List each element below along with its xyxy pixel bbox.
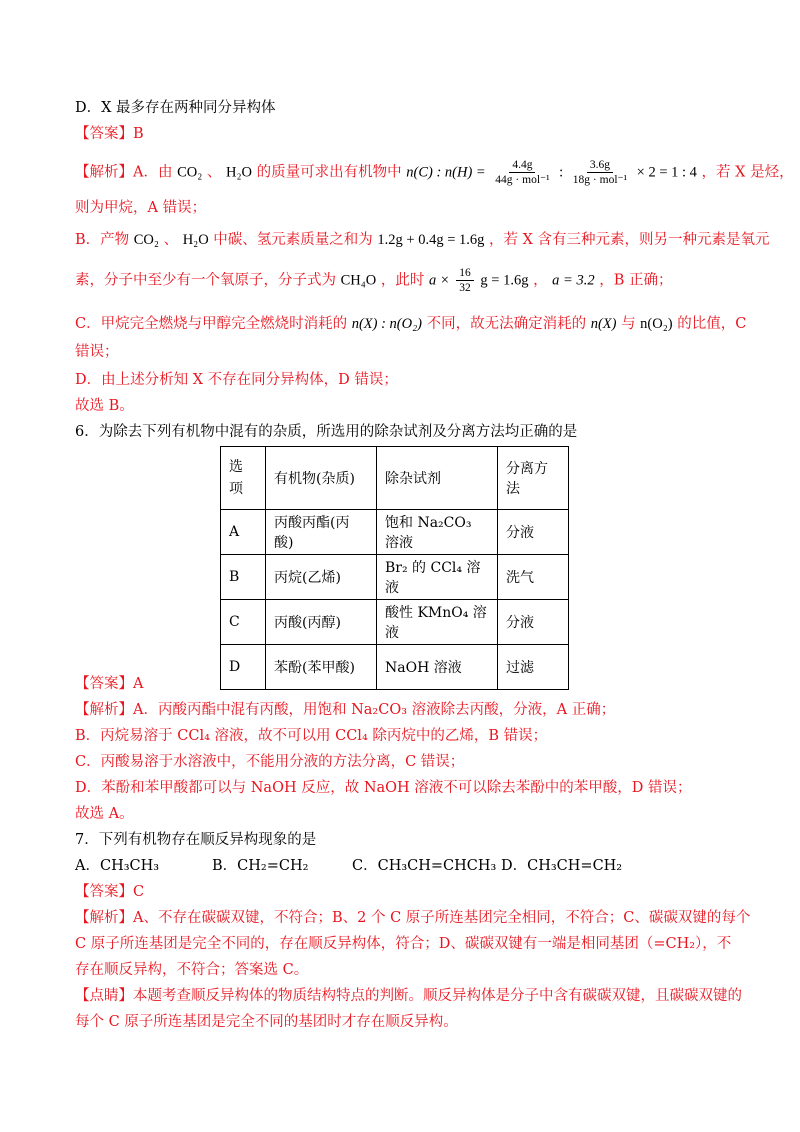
explanation-lead: 【解析】A．由 bbox=[75, 164, 173, 181]
explanation-q7-line3: 存在顺反异构，不符合；答案选 C。 bbox=[75, 962, 309, 978]
nx: n(X) bbox=[590, 316, 617, 332]
cell-compound: 丙烷(乙烯) bbox=[266, 555, 377, 600]
question-6-stem: 6．为除去下列有机物中混有的杂质，所选用的除杂试剂及分离方法均正确的是 bbox=[75, 424, 578, 440]
note-q7-line1: 【点睛】本题考查顺反异构体的物质结构特点的判断。顺反异构体是分子中含有碳碳双键，且碳碳双键的 bbox=[75, 988, 742, 1004]
ratio-lhs: n(C) : n(H) = bbox=[406, 164, 486, 181]
explanation-a-line bbox=[75, 158, 794, 187]
explanation-text: ，B 正确； bbox=[599, 272, 673, 289]
separator: 、 bbox=[206, 164, 222, 181]
table-row bbox=[221, 555, 569, 600]
explanation-text: ，若 X 是烃， bbox=[701, 164, 794, 181]
explanation-q7-line2: C 原子所连基团是完全不同的，存在顺反异构体，符合；D、碳碳双键有一端是相同基团（=CH₂），不 bbox=[75, 936, 732, 952]
table-row bbox=[221, 510, 569, 555]
fraction-hydrogen bbox=[570, 158, 630, 187]
explanation-text: 的比值，C bbox=[677, 316, 747, 332]
explanation-b-line bbox=[75, 228, 770, 252]
formula-co2: CO₂ bbox=[177, 164, 203, 181]
explanation-text: 不同，故无法确定消耗的 bbox=[426, 316, 587, 332]
cell-reagent: Br₂ 的 CCl₄ 溶液 bbox=[377, 555, 498, 600]
option-b: B．CH₂=CH₂ bbox=[212, 858, 309, 874]
explanation-a-line2: 则为甲烷，A 错误； bbox=[75, 200, 207, 216]
cell-method: 洗气 bbox=[498, 555, 569, 600]
formula-co2: CO₂ bbox=[133, 232, 159, 248]
conclusion-q5: 故选 B。 bbox=[75, 398, 134, 414]
option-d: D．X 最多存在两种同分异构体 bbox=[75, 100, 276, 116]
note-q7-line2: 每个 C 原子所连基团是完全不同的基团时才存在顺反异构。 bbox=[75, 1014, 458, 1030]
formula-h2o: H₂O bbox=[226, 164, 253, 181]
explanation-q7-line1: 【解析】A、不存在碳碳双键，不符合；B、2 个 C 原子所连基团完全相同，不符合；C、碳碳双键的每个 bbox=[75, 910, 751, 926]
conclusion-q6: 故选 A。 bbox=[75, 806, 134, 822]
ratio-rhs: × 2 = 1 : 4 bbox=[636, 164, 697, 181]
reagent-table bbox=[220, 446, 569, 690]
connector: 与 bbox=[621, 316, 636, 332]
cell-reagent: NaOH 溶液 bbox=[377, 645, 498, 690]
header-reagent: 除杂试剂 bbox=[377, 447, 498, 510]
no2: n(O₂) bbox=[640, 316, 673, 332]
explanation-lead: B．产物 bbox=[75, 232, 130, 248]
cell-compound: 丙酸(丙醇) bbox=[266, 600, 377, 645]
answer-q7: 【答案】C bbox=[75, 884, 145, 900]
header-compound: 有机物(杂质) bbox=[266, 447, 377, 510]
explanation-q6-a: 【解析】A．丙酸丙酯中混有丙酸，用饱和 Na₂CO₃ 溶液除去丙酸，分液，A 正确； bbox=[75, 702, 616, 718]
explanation-d-line: D．由上述分析知 X 不存在同分异构体，D 错误； bbox=[75, 372, 398, 388]
explanation-text: 中碳、氢元素质量之和为 bbox=[213, 232, 373, 248]
explanation-q6-b: B．丙烷易溶于 CCl₄ 溶液，故不可以用 CCl₄ 除丙烷中的乙烯，B 错误； bbox=[75, 728, 548, 744]
explanation-q6-d: D．苯酚和苯甲酸都可以与 NaOH 反应，故 NaOH 溶液不可以除去苯酚中的苯甲酸，D 错误； bbox=[75, 780, 692, 796]
explanation-c-line bbox=[75, 312, 747, 336]
cell-compound: 丙酸丙酯(丙酸) bbox=[266, 510, 377, 555]
fraction-denominator: 44g · mol⁻¹ bbox=[495, 174, 550, 186]
cell-option: D bbox=[221, 645, 266, 690]
answer-q5: 【答案】B bbox=[75, 126, 144, 142]
fraction-denominator: 18g · mol⁻¹ bbox=[572, 174, 628, 186]
explanation-q6-c: C．丙酸易溶于水溶液中，不能用分液的方法分离，C 错误； bbox=[75, 754, 465, 770]
explanation-c-line2: 错误； bbox=[75, 344, 119, 360]
explanation-text: 的质量可求出有机物中 bbox=[256, 164, 402, 181]
fraction-carbon bbox=[492, 158, 552, 187]
a-times: a × bbox=[429, 272, 450, 289]
cell-reagent: 饱和 Na₂CO₃ 溶液 bbox=[377, 510, 498, 555]
colon: : bbox=[559, 164, 564, 181]
answer-q6: 【答案】A bbox=[75, 676, 144, 692]
option-d: D．CH₃CH=CH₂ bbox=[501, 858, 623, 874]
header-text: 项 bbox=[229, 481, 243, 497]
fraction-numerator: 16 bbox=[456, 266, 474, 281]
cell-method: 过滤 bbox=[498, 645, 569, 690]
cell-option: A bbox=[221, 510, 266, 555]
explanation-text: ，若 X 含有三种元素，则另一种元素是氧元 bbox=[489, 232, 770, 248]
option-a: A．CH₃CH₃ bbox=[75, 858, 160, 874]
fraction-denominator: 32 bbox=[459, 282, 471, 294]
explanation-text: C．甲烷完全燃烧与甲醇完全燃烧时消耗的 bbox=[75, 316, 348, 332]
cell-option: C bbox=[221, 600, 266, 645]
formula-ch4o: CH₄O bbox=[340, 272, 377, 289]
mass-equation: 1.2g + 0.4g = 1.6g bbox=[377, 232, 485, 248]
separator: 、 bbox=[163, 232, 179, 248]
fraction-tail: g = 1.6g bbox=[480, 272, 529, 289]
formula-h2o: H₂O bbox=[182, 232, 209, 248]
header-option bbox=[221, 447, 266, 510]
fraction-oxygen bbox=[456, 266, 474, 295]
explanation-text: ，此时 bbox=[380, 272, 425, 289]
explanation-text: 素，分子中至少有一个氧原子，分子式为 bbox=[75, 272, 336, 289]
question-7-stem: 7．下列有机物存在顺反异构现象的是 bbox=[75, 832, 317, 848]
table-header-row bbox=[221, 447, 569, 510]
cell-method: 分液 bbox=[498, 600, 569, 645]
fraction-numerator: 4.4g bbox=[509, 158, 535, 173]
header-method: 分离方法 bbox=[498, 447, 569, 510]
cell-reagent: 酸性 KMnO₄ 溶液 bbox=[377, 600, 498, 645]
ratio-nx-no2: n(X) : n(O₂) bbox=[351, 316, 422, 332]
explanation-b-line2 bbox=[75, 266, 735, 295]
cell-option: B bbox=[221, 555, 266, 600]
option-c: C．CH₃CH=CHCH₃ bbox=[352, 858, 497, 874]
a-value: a = 3.2 bbox=[552, 272, 595, 289]
header-text: 选 bbox=[229, 459, 243, 475]
table-row bbox=[221, 600, 569, 645]
cell-compound: 苯酚(苯甲酸) bbox=[266, 645, 377, 690]
fraction-numerator: 3.6g bbox=[587, 158, 613, 173]
separator: ， bbox=[533, 272, 548, 289]
cell-method: 分液 bbox=[498, 510, 569, 555]
